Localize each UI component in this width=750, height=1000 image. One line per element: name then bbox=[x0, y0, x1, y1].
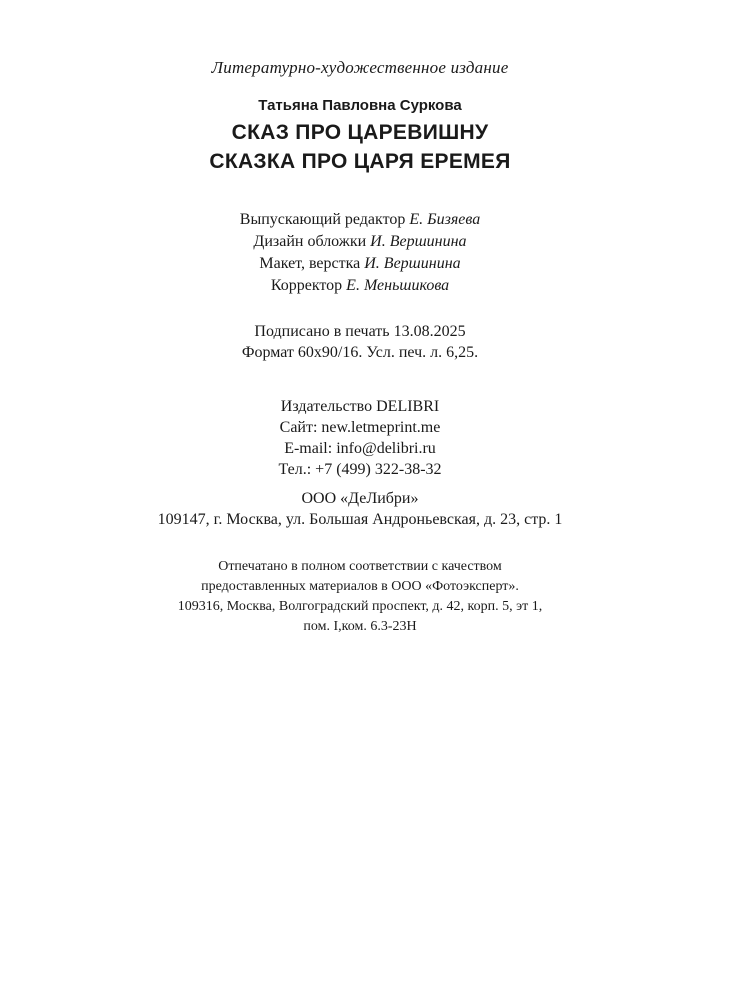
credit-person: И. Вершинина bbox=[364, 255, 461, 272]
company-address: 109147, г. Москва, ул. Большая Андроньевская, д. 23, стр. 1 bbox=[157, 511, 563, 528]
print-details bbox=[0, 321, 720, 363]
publisher-phone: Тел.: +7 (499) 322-38-32 bbox=[278, 461, 442, 478]
publisher-email: E-mail: info@delibri.ru bbox=[284, 440, 436, 457]
credit-person: И. Вершинина bbox=[370, 233, 467, 250]
publisher-site: Сайт: new.letmeprint.me bbox=[279, 419, 441, 436]
format-info: Формат 60х90/16. Усл. печ. л. 6,25. bbox=[241, 344, 479, 361]
credits-block bbox=[0, 209, 720, 297]
printing-line: 109316, Москва, Волгоградский проспект, д. 42, корп. 5, эт 1, bbox=[177, 599, 543, 614]
printing-line: предоставленных материалов в ООО «Фотоэксперт». bbox=[201, 579, 519, 594]
book-title-2: СКАЗКА ПРО ЦАРЯ ЕРЕМЕЯ bbox=[209, 150, 511, 173]
printing-line: пом. I,ком. 6.3-23Н bbox=[303, 619, 417, 634]
printing-line: Отпечатано в полном соответствии с качеством bbox=[218, 559, 502, 574]
publisher-name: Издательство DELIBRI bbox=[280, 398, 440, 415]
signed-to-print: Подписано в печать 13.08.2025 bbox=[254, 323, 466, 340]
book-title-1: СКАЗ ПРО ЦАРЕВИШНУ bbox=[231, 121, 489, 144]
credit-editor bbox=[0, 209, 720, 231]
credit-role: Выпускающий редактор bbox=[239, 211, 406, 228]
publisher-block bbox=[0, 396, 720, 480]
credit-person: Е. Бизяева bbox=[409, 211, 481, 228]
author-name: Татьяна Павловна Суркова bbox=[258, 97, 462, 114]
edition-genre: Литературно-художественное издание bbox=[211, 58, 509, 77]
company-name: ООО «ДеЛибри» bbox=[301, 490, 419, 507]
credit-role: Корректор bbox=[270, 277, 343, 294]
credit-cover-design bbox=[0, 231, 720, 253]
credit-role: Дизайн обложки bbox=[253, 233, 367, 250]
credit-layout bbox=[0, 253, 720, 275]
credit-person: Е. Меньшикова bbox=[346, 277, 450, 294]
printing-info bbox=[0, 557, 720, 637]
company-block bbox=[0, 488, 720, 530]
credit-role: Макет, верстка bbox=[259, 255, 361, 272]
credit-proofreader bbox=[0, 275, 720, 297]
